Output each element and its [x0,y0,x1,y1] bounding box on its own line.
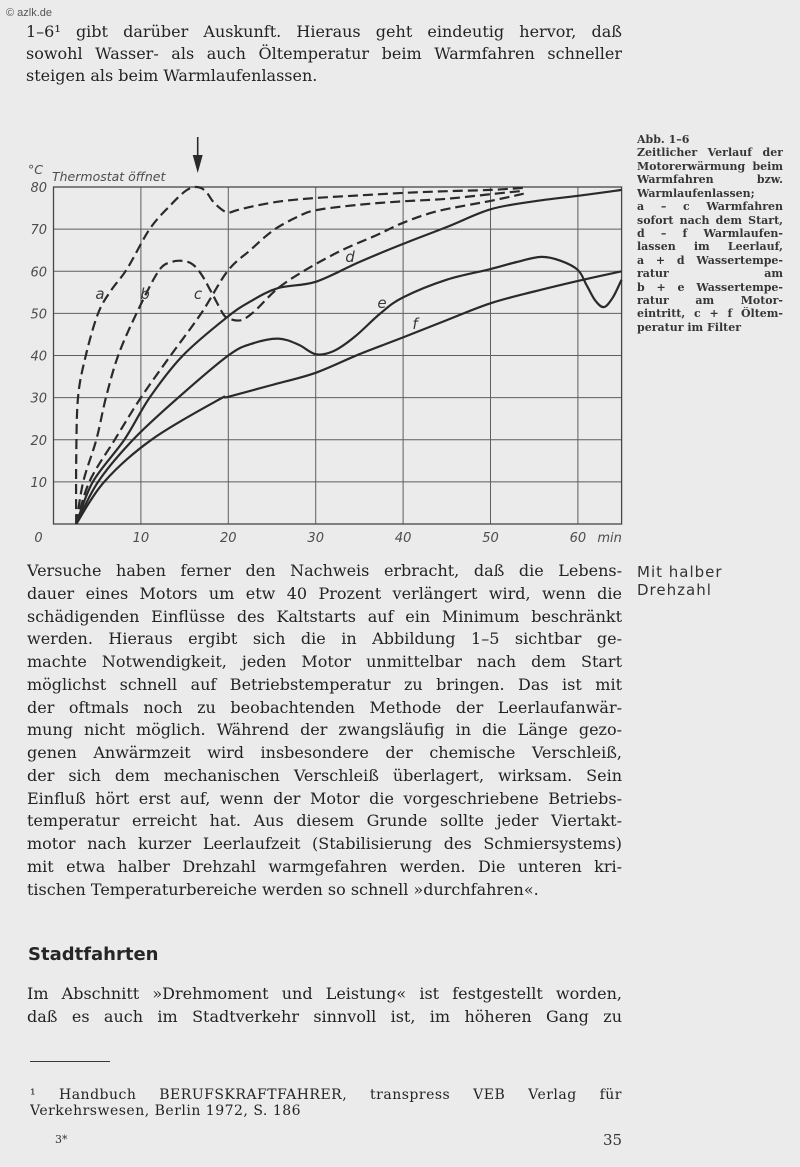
body-line: mit etwa halber Drehzahl warmgefahren werden. Die unteren kri- [27,856,622,876]
footnote-line: ¹ Handbuch BERUFSKRAFTFAHRER, transpress VEB Verlag für [30,1087,622,1103]
x-tick-label: 30 [307,531,324,546]
caption-line: Abb. 1–6 [637,133,690,146]
arrow-head-icon [193,155,203,173]
body-line: mung nicht möglich. Während der zwangsläufig in die Länge gezo- [27,720,622,740]
series-line-b [76,194,524,524]
footnote [30,1087,622,1119]
y-tick-label: 40 [30,349,47,365]
intro-paragraph [26,21,622,86]
x-axis-unit-label: min [597,531,622,546]
section-line: Im Abschnitt »Drehmoment und Leistung« ist festgestellt worden, [27,984,622,1003]
body-line: temperatur erreicht hat. Aus diesem Grunde sollte jeder Viertakt- [27,811,622,831]
body-line: genen Anwärmzeit wird insbesondere der chemische Verschleiß, [27,743,622,762]
series-line-d [76,190,621,524]
body-line: motor nach kurzer Leerlaufzeit (Stabilisierung des Schmiersystems) [27,834,622,853]
margin-note-line: Mit halber [637,563,723,581]
thermostat-annotation: Thermostat öffnet [52,169,166,184]
body-paragraph [27,560,622,901]
y-tick-label: 20 [30,433,47,449]
body-line: schädigenden Einflüsse des Kaltstarts auf ein Minimum beschränkt [27,606,622,626]
body-line: der oftmals noch zu beobachtenden Methode der Leerlaufanwär- [27,697,622,717]
caption-line: Motorerwärmung beim [637,159,783,173]
series-label-f: f [412,315,418,333]
series-line-c [76,191,524,524]
intro-line: steigen als beim Warmlaufenlassen. [26,65,318,85]
x-tick-label: 20 [220,531,237,546]
body-line: Einfluß hört erst auf, wenn der Motor die vorgeschriebene Betriebs- [27,788,622,808]
body-line: tischen Temperaturbereiche werden so schnell »durchfahren«. [27,879,539,899]
body-line: Versuche haben ferner den Nachweis erbracht, daß die Lebens- [27,561,622,580]
body-line: werden. Hieraus ergibt sich die in Abbildung 1–5 sichtbar ge- [27,629,622,649]
y-tick-label: 30 [30,391,47,407]
x-tick-label: 10 [132,531,150,546]
x-tick-label: 60 [569,531,587,546]
figure-caption [637,133,783,334]
series-label-a: a [95,285,105,303]
y-axis-unit-label: °C [28,162,43,177]
x-tick-label: 0 [34,531,43,546]
series-label-e: e [377,294,387,312]
section-paragraph [27,983,622,1028]
body-line: möglichst schnell auf Betriebstemperatur zu bringen. Das ist mit [27,674,622,694]
caption-line: Zeitlicher Verlauf der [637,146,783,160]
section-heading: Stadtfahrten [28,944,159,965]
body-line: machte Notwendigkeit, jeden Motor unmittelbar nach dem Start [27,652,622,671]
caption-line: ratur am [637,267,783,281]
body-line: dauer eines Motors um etw 40 Prozent verlängert wird, wenn die [27,583,622,603]
caption-line: peratur im Filter [637,320,742,334]
caption-line: eintritt, c + f Öltem- [637,307,783,321]
caption-line: d – f Warmlaufen- [637,226,783,240]
margin-note [637,563,723,599]
intro-line: sowohl Wasser- als auch Öltemperatur beim Warmfahren schneller [26,43,622,63]
y-tick-label: 60 [30,265,47,281]
body-line: der sich dem mechanischen Verschleiß überlagert, wirksam. Sein [27,765,622,785]
series-label-c: c [193,285,203,303]
caption-line: b + e Wassertempe- [637,280,783,294]
caption-line: a + d Wassertempe- [637,253,783,267]
caption-line: Warmfahren bzw. [637,173,783,187]
section-line: daß es auch im Stadtverkehr sinnvoll ist, im höheren Gang zu [27,1006,622,1026]
y-tick-label: 70 [30,223,47,239]
page-number: 35 [603,1131,623,1149]
intro-line: 1–6¹ gibt darüber Auskunft. Hieraus geht eindeutig hervor, daß [26,22,622,41]
footnote-line: Verkehrswesen, Berlin 1972, S. 186 [30,1103,302,1119]
margin-note-line: Drehzahl [637,581,712,599]
series-label-b: b [140,285,150,303]
signature-mark: 3* [55,1133,68,1146]
temperature-chart [0,120,640,560]
caption-line: Warmlaufenlassen; [637,186,755,200]
series-line-e [76,257,621,524]
watermark: © azlk.de [6,7,53,19]
y-tick-label: 80 [30,181,47,196]
x-tick-label: 50 [482,531,499,546]
y-tick-label: 10 [30,475,47,491]
y-tick-label: 50 [30,307,47,323]
caption-line: sofort nach dem Start, [637,213,783,227]
footnote-rule [30,1061,110,1062]
series-label-d: d [345,248,355,266]
caption-line: ratur am Motor- [637,294,783,308]
caption-line: lassen im Leerlauf, [637,240,783,254]
caption-line: a – c Warmfahren [637,200,783,214]
x-tick-label: 40 [394,531,412,546]
